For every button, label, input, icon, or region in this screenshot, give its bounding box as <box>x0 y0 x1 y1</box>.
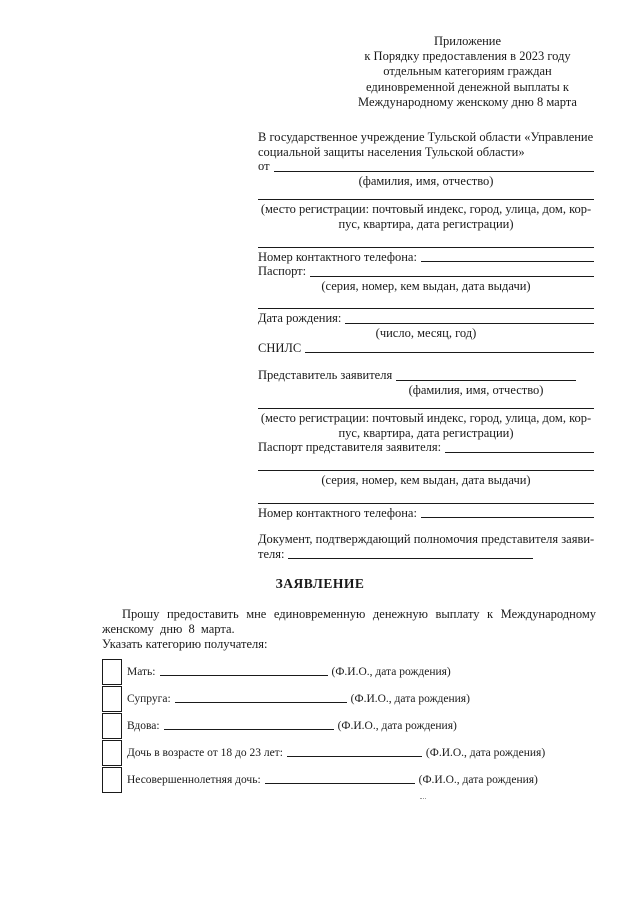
category-field[interactable] <box>265 773 415 784</box>
appendix-line: к Порядку предоставления в 2023 году <box>364 49 571 64</box>
appendix-line: Приложение <box>433 34 502 48</box>
category-hint: (Ф.И.О., дата рождения) <box>331 666 451 678</box>
registration-hint: пус, квартира, дата регистрации) <box>338 216 514 231</box>
category-prompt: Указать категорию получателя: <box>102 637 268 651</box>
phone-label: Номер контактного телефона: <box>258 249 417 264</box>
representative-passport-field[interactable] <box>445 442 594 453</box>
authority-doc-label: теля: <box>258 546 285 561</box>
category-field[interactable] <box>175 692 347 703</box>
category-label: Несовершеннолетняя дочь: <box>127 774 261 786</box>
category-hint: (Ф.И.О., дата рождения) <box>425 747 546 759</box>
document-title: ЗАЯВЛЕНИЕ <box>275 576 365 591</box>
addressee-line: В государственное учреждение Тульской области «Управление <box>258 130 594 144</box>
category-checkbox[interactable] <box>102 713 122 739</box>
passport-blank-line[interactable] <box>258 297 594 309</box>
appendix-line: Международному женскому дню 8 марта <box>358 94 577 109</box>
applicant-fio-field[interactable] <box>274 161 594 172</box>
request-block <box>102 607 596 652</box>
snils-field[interactable] <box>305 342 594 353</box>
authority-doc-label: Документ, подтверждающий полномочия представителя заяви- <box>258 532 595 547</box>
representative-registration-hint: пус, квартира, дата регистрации) <box>338 425 514 440</box>
category-row <box>102 739 596 766</box>
category-hint: (Ф.И.О., дата рождения) <box>337 720 457 732</box>
snils-label: СНИЛС <box>258 340 302 355</box>
passport-hint: (серия, номер, кем выдан, дата выдачи) <box>321 278 531 293</box>
scan-mark <box>420 798 426 801</box>
category-hint: (Ф.И.О., дата рождения) <box>418 774 538 786</box>
passport-label: Паспорт: <box>258 264 307 279</box>
representative-phone-label: Номер контактного телефона: <box>258 505 417 520</box>
category-checkbox[interactable] <box>102 659 122 685</box>
appendix-line: единовременной денежной выплаты к <box>365 79 570 94</box>
representative-fio-hint: (фамилия, имя, отчество) <box>408 382 544 397</box>
birth-label: Дата рождения: <box>258 311 342 326</box>
birth-field[interactable] <box>345 313 594 324</box>
passport-field[interactable] <box>310 266 594 277</box>
category-field[interactable] <box>160 665 328 676</box>
birth-hint: (число, месяц, год) <box>375 325 477 340</box>
addressee-block <box>258 130 594 355</box>
representative-registration-hint: (место регистрации: почтовый индекс, город, улица, дом, кор- <box>260 411 592 426</box>
category-hint: (Ф.И.О., дата рождения) <box>350 693 470 705</box>
authority-doc-field[interactable] <box>288 548 533 559</box>
category-checkbox[interactable] <box>102 740 122 766</box>
appendix-line: отдельным категориям граждан <box>383 64 552 79</box>
category-checkbox[interactable] <box>102 686 122 712</box>
category-label: Супруга: <box>127 693 171 705</box>
representative-passport-blank-line[interactable] <box>258 459 594 471</box>
category-row <box>102 685 596 712</box>
appendix-header <box>340 34 595 110</box>
representative-phone-field[interactable] <box>421 507 594 518</box>
representative-blank-line[interactable] <box>258 397 594 409</box>
category-list <box>102 658 596 793</box>
representative-block <box>258 368 594 561</box>
representative-passport-label: Паспорт представителя заявителя: <box>258 440 442 455</box>
representative-fio-field[interactable] <box>396 370 576 381</box>
request-text: Прошу предоставить мне единовременную денежную выплату к Международному женскому дню 8 марта. <box>102 607 596 636</box>
category-row <box>102 712 596 739</box>
registration-hint: (место регистрации: почтовый индекс, город, улица, дом, кор- <box>260 202 592 217</box>
registration-field[interactable] <box>258 236 594 248</box>
category-checkbox[interactable] <box>102 767 122 793</box>
category-label: Вдова: <box>127 720 160 732</box>
fio-hint: (фамилия, имя, отчество) <box>358 173 494 188</box>
representative-label: Представитель заявителя <box>258 368 393 382</box>
addressee-line: социальной защиты населения Тульской области» <box>258 144 525 159</box>
category-row <box>102 658 596 685</box>
category-row <box>102 766 596 793</box>
category-label: Дочь в возрасте от 18 до 23 лет: <box>127 747 283 759</box>
from-label: от <box>258 159 270 174</box>
applicant-blank-line[interactable] <box>258 188 594 200</box>
phone-field[interactable] <box>421 251 594 262</box>
category-field[interactable] <box>164 719 334 730</box>
category-field[interactable] <box>287 746 422 757</box>
representative-passport-blank-line-2[interactable] <box>258 492 594 504</box>
representative-passport-hint: (серия, номер, кем выдан, дата выдачи) <box>321 472 531 487</box>
category-label: Мать: <box>127 666 156 678</box>
